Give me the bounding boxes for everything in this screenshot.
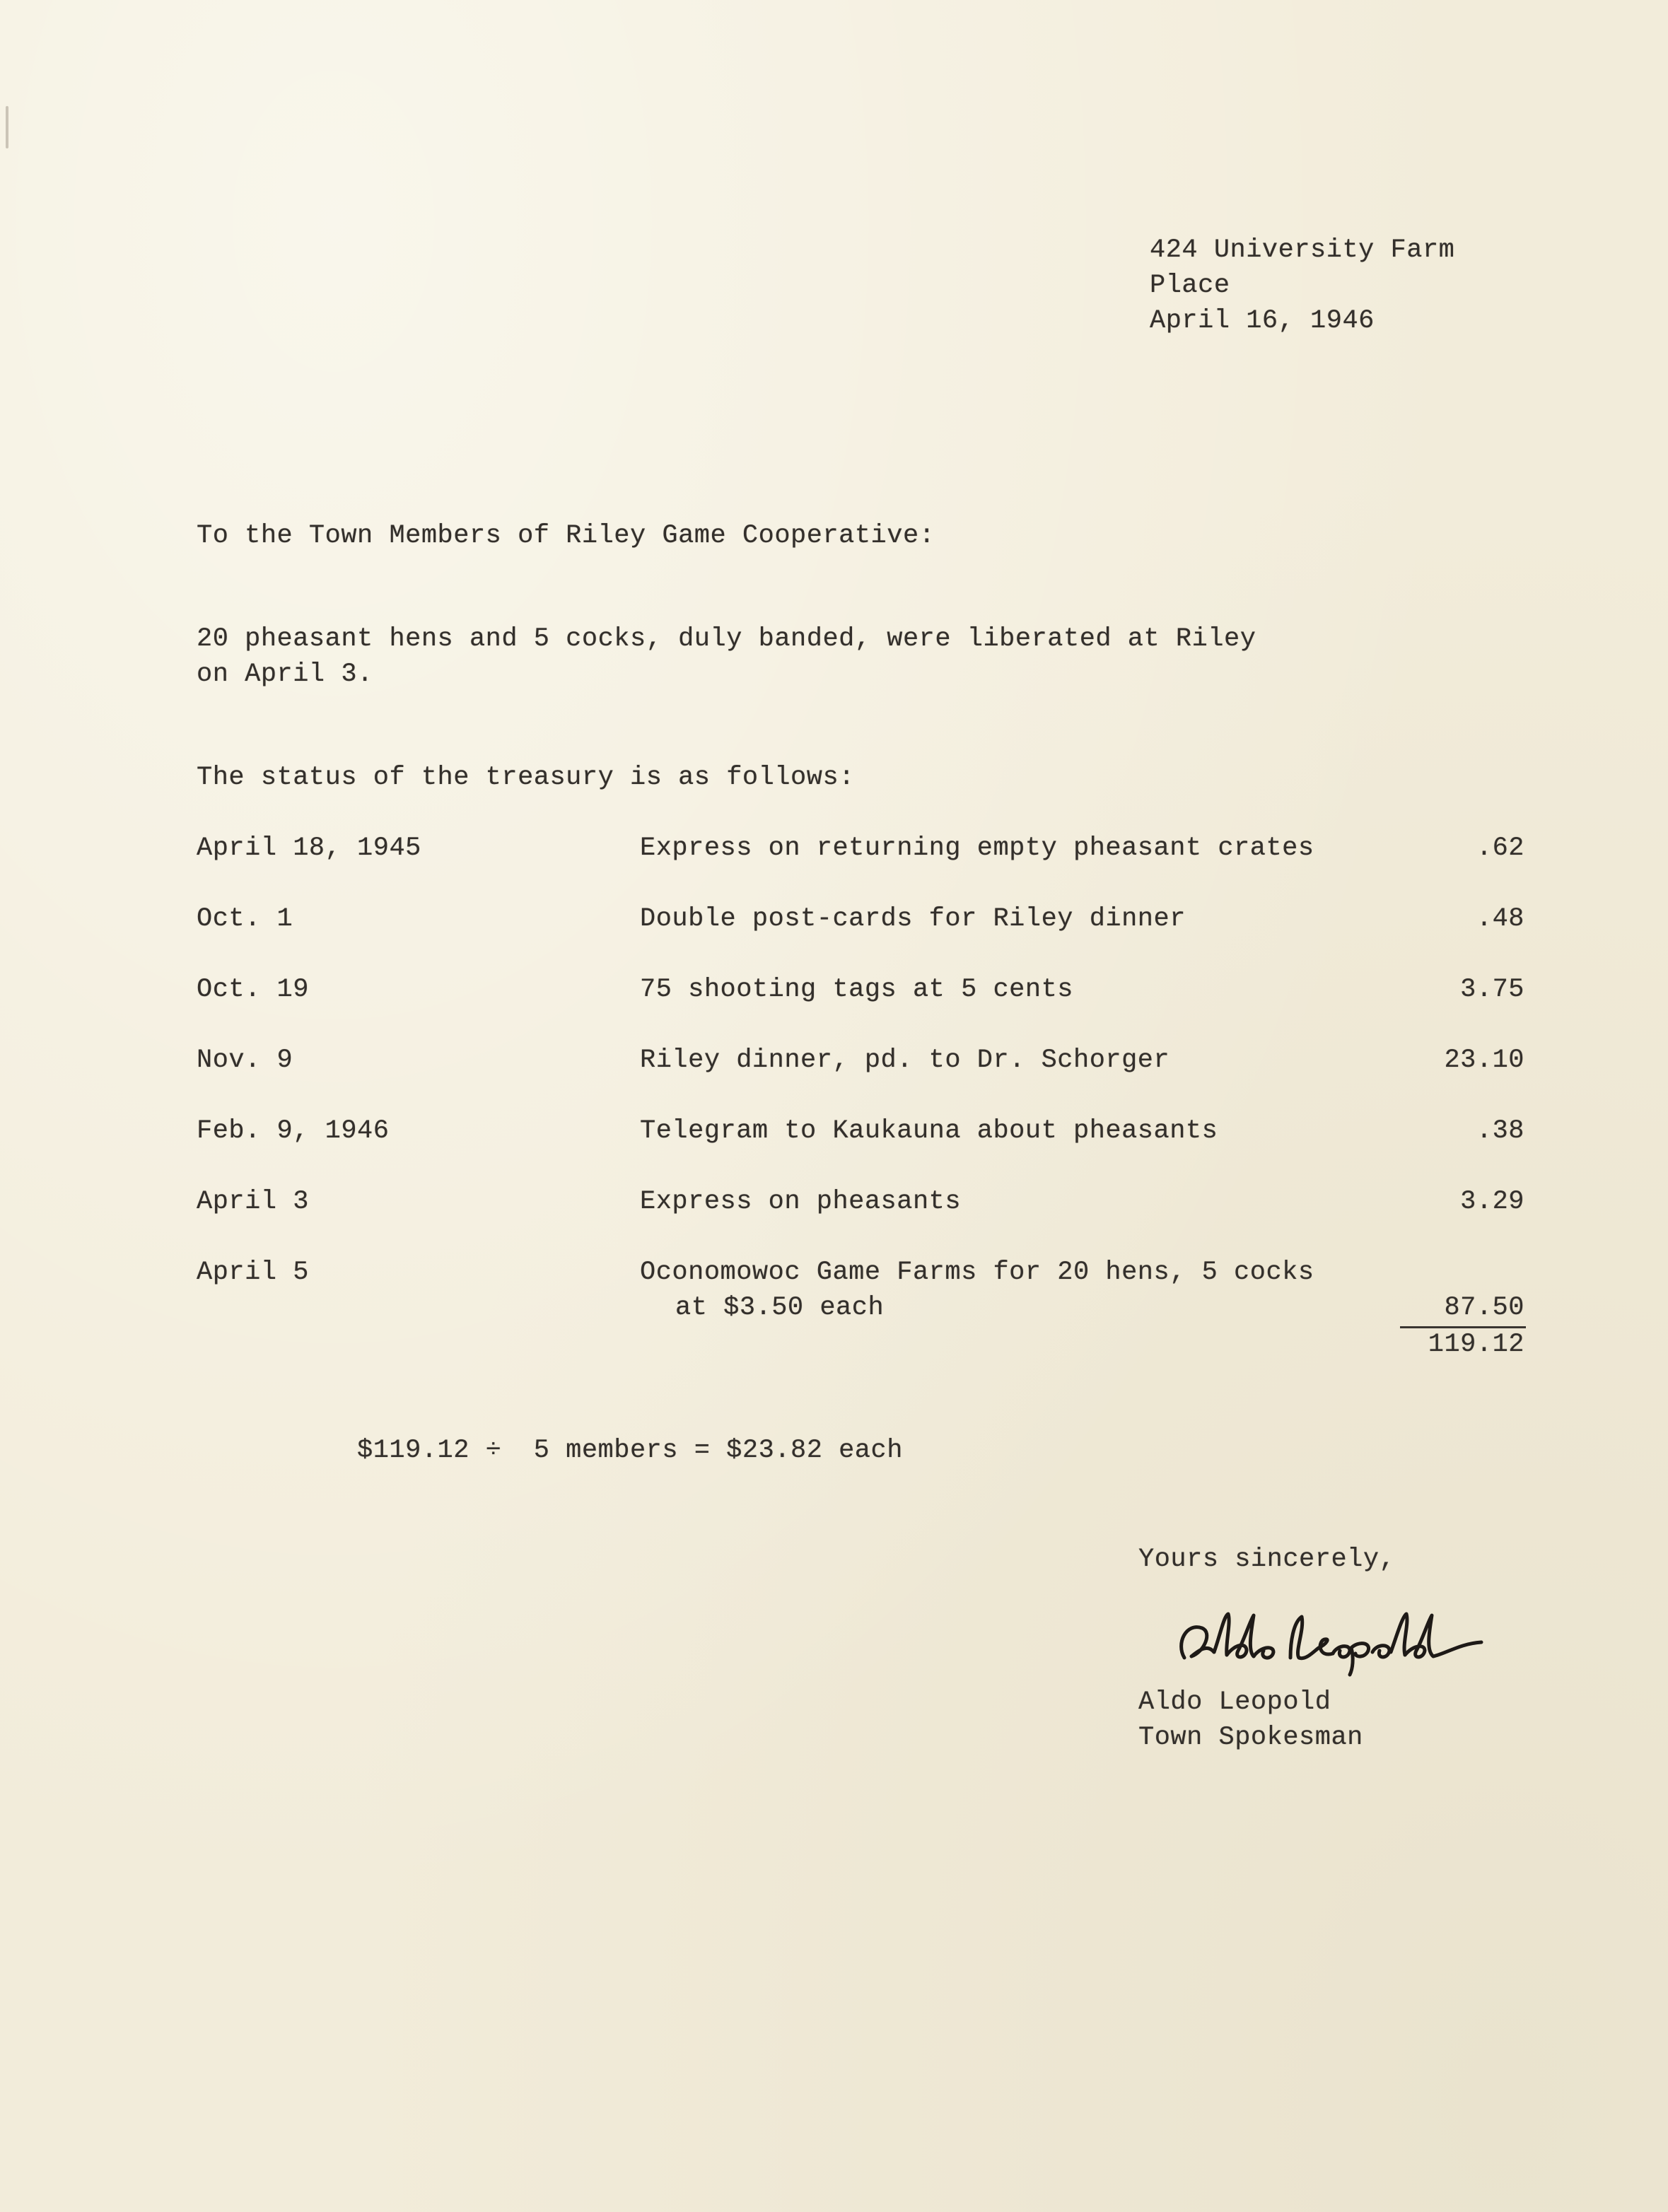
table-row-date: April 18, 1945 [197,833,421,863]
table-row-date: Nov. 9 [197,1046,293,1075]
paragraph-line-1: 20 pheasant hens and 5 cocks, duly banded, were liberated at Riley [197,624,1256,654]
signer-title: Town Spokesman [1138,1723,1363,1752]
table-row-amount: 3.75 [1460,975,1524,1005]
table-row-description: Riley dinner, pd. to Dr. Schorger [640,1046,1170,1075]
table-row-description: Double post-cards for Riley dinner [640,904,1186,934]
table-row-amount: 23.10 [1444,1046,1524,1075]
treasury-total: 119.12 [1428,1330,1524,1359]
table-row-amount: .38 [1476,1116,1524,1146]
division-line: $119.12 ÷ 5 members = $23.82 each [357,1436,903,1465]
letter-date: April 16, 1946 [1150,306,1375,336]
closing: Yours sincerely, [1138,1545,1396,1574]
table-row-description: 75 shooting tags at 5 cents [640,975,1073,1005]
treasury-intro: The status of the treasury is as follows: [197,763,855,792]
table-row-description: Express on pheasants [640,1187,962,1217]
table-row-date: April 3 [197,1187,309,1217]
table-row-amount: 87.50 [1444,1293,1524,1323]
signer-name: Aldo Leopold [1138,1687,1331,1717]
table-row-description: Express on returning empty pheasant crates [640,833,1314,863]
table-row-date: Oct. 1 [197,904,293,934]
handwritten-signature [1170,1601,1488,1679]
table-row-date: April 5 [197,1258,309,1287]
address-line-2: Place [1150,271,1230,300]
table-row-description: Telegram to Kaukauna about pheasants [640,1116,1218,1146]
table-row-description: Oconomowoc Game Farms for 20 hens, 5 cocks [640,1258,1314,1287]
table-row-amount: 3.29 [1460,1187,1524,1217]
table-row-date: Oct. 19 [197,975,309,1005]
paragraph-line-2: on April 3. [197,660,373,689]
salutation: To the Town Members of Riley Game Cooperative: [197,521,935,551]
paper-edge-mark [6,106,8,148]
table-row-description-continued: at $3.50 each [675,1293,885,1323]
table-row-date: Feb. 9, 1946 [197,1116,390,1146]
table-row-amount: .62 [1476,833,1524,863]
table-row-amount: .48 [1476,904,1524,934]
address-line-1: 424 University Farm [1150,235,1455,265]
